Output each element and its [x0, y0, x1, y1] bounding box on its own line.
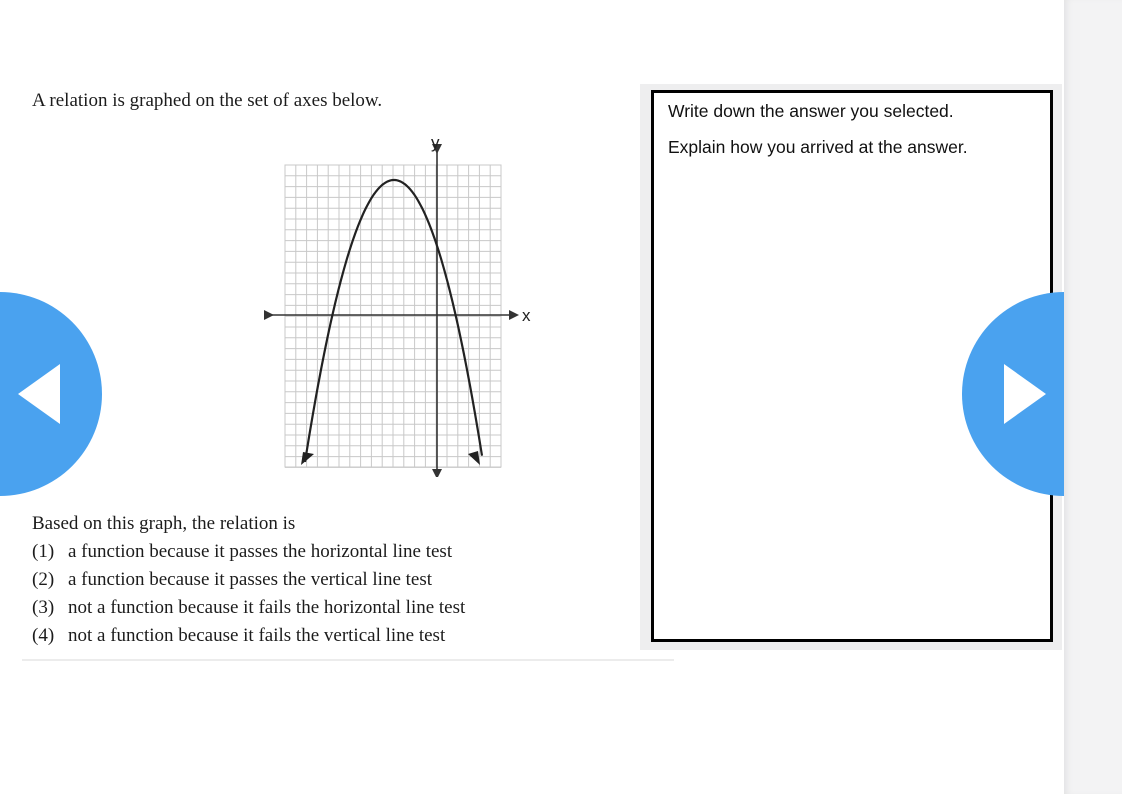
- answer-instruction-1: Write down the answer you selected.: [668, 101, 954, 121]
- option-number: (1): [32, 541, 55, 562]
- option-number: (4): [32, 625, 55, 646]
- answer-instruction-2: Explain how you arrived at the answer.: [668, 137, 968, 157]
- option-text: not a function because it fails the vertical line test: [68, 625, 446, 646]
- x-axis-label: x: [522, 306, 531, 325]
- option-number: (3): [32, 597, 55, 618]
- option-number: (2): [32, 569, 55, 590]
- question-intro: A relation is graphed on the set of axes below.: [32, 90, 383, 111]
- next-button[interactable]: [962, 292, 1064, 496]
- option-text: a function because it passes the horizontal line test: [68, 541, 453, 562]
- question-prompt: Based on this graph, the relation is: [32, 513, 296, 534]
- y-axis-label: y: [431, 133, 440, 152]
- option-text: a function because it passes the vertical line test: [68, 569, 433, 590]
- right-side-strip: [1064, 0, 1122, 794]
- chevron-right-icon: [1004, 364, 1046, 424]
- option-text: not a function because it fails the horizontal line test: [68, 597, 466, 618]
